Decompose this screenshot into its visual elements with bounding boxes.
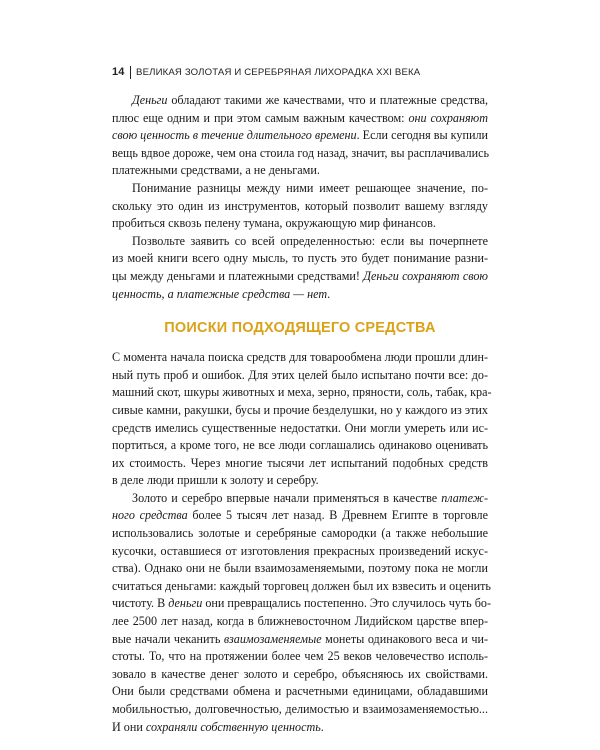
text-line: портиться, а кроме того, не все люди соглашались одинаково оценивать	[112, 438, 488, 453]
text-line: в деле люди пришли к золоту и серебру.	[112, 473, 319, 488]
text-span: И они	[112, 719, 146, 734]
text-span: Деньги	[132, 93, 168, 107]
text-line: сивые камни, ракушки, бусы и прочие безделушки, но у каждого из этих	[112, 402, 488, 417]
text-span: . Если сегодня вы купили	[356, 128, 488, 143]
text-span: обладают такими же качествами, что и платежные средства,	[167, 93, 488, 107]
text-line: Понимание разницы между ними имеет решающее значение, по-	[132, 180, 488, 195]
text-line: использовались золотые и серебряные самородки (а также небольшие	[112, 526, 488, 541]
paragraph-1	[112, 92, 488, 180]
paragraph-5	[112, 490, 492, 736]
running-header	[112, 64, 492, 80]
text-line: считаться деньгами: каждый торговец должен был их взвесить и оценить	[112, 578, 491, 593]
text-line: скольку это один из инструментов, который позволит вашему взгляду	[112, 198, 488, 213]
section-heading: ПОИСКИ ПОДХОДЯЩЕГО СРЕДСТВА	[164, 320, 436, 337]
text-span: плюс еще одним и при этом самым важным качеством:	[112, 110, 409, 125]
text-line: машний скот, шкуры животных и меха, зерно, пряности, соль, табак, кра-	[112, 385, 492, 400]
text-span: .	[320, 719, 324, 734]
text-span: платеж-	[441, 490, 488, 505]
text-line: зовало в качестве денег золото и серебро, объясняюсь их свойствами.	[112, 666, 488, 681]
text-line: ства). Однако они не были взаимозаменяемыми, поэтому пока не могли	[112, 561, 488, 576]
text-line: Позвольте заявить со всей определенностью: если вы почерпнете	[132, 233, 488, 248]
text-line: их стоимость. Через многие тысячи лет испытаний подобных средств	[112, 455, 488, 470]
text-span: ного средства	[112, 508, 188, 523]
text-line: С момента начала поиска средств для товарообмена люди прошли длин-	[112, 350, 488, 365]
text-span: ценность, а платежные средства — нет	[112, 286, 328, 301]
text-span: вые начали чеканить	[112, 631, 224, 646]
text-line: из моей книги всего одну мысль, то пусть это будет понимание разни-	[112, 251, 488, 266]
text-line: Они были средствами обмена и расчетными единицами, обладавшими	[112, 684, 488, 699]
text-line: кусочки, оставшиеся от изготовления прекрасных произведений искус-	[112, 543, 488, 558]
text-line: стоты. То, что на протяжении более чем 25 веков человечество исполь-	[112, 649, 488, 664]
paragraph-3	[112, 233, 488, 303]
page-body	[112, 92, 492, 736]
page-number: 14	[112, 66, 125, 78]
paragraph-4	[112, 349, 492, 490]
text-line: мобильностью, долговечностью, делимостью и взаимозаменяемостью...	[112, 702, 488, 716]
text-span: они сохраняют	[408, 110, 488, 125]
text-span: монеты одинакового веса и чи-	[321, 631, 488, 646]
header-divider	[130, 66, 132, 79]
text-line: вещь вдвое дороже, чем она стоила год назад, значит, вы расплачивались	[112, 145, 489, 160]
text-line: пробиться сквозь пелену тумана, окружающую мир финансов.	[112, 216, 436, 231]
text-span: взаимозаменяемые	[223, 631, 322, 646]
text-span: более 5 тысяч лет назад. В Древнем Египте в торговле	[187, 508, 488, 523]
text-span: свою ценность в течение длительного времени	[112, 128, 357, 143]
text-span: цы между деньгами и платежными средствами!	[112, 268, 364, 283]
text-span: они превращались постепенно. Это случилось чуть бо-	[202, 596, 492, 611]
text-line: ный путь проб и ошибок. Для этих целей было испытано почти все: до-	[112, 367, 488, 382]
text-line: лее 2500 лет назад, когда в ближневосточном Лидийском царстве впер-	[112, 614, 488, 629]
text-line: средств имелись существенные недостатки. Они могли умереть или ис-	[112, 420, 488, 435]
text-span: чистоту. В	[112, 596, 169, 611]
text-line: платежными средствами, а не деньгами.	[112, 163, 320, 178]
text-span: Золото и серебро впервые начали применяться в качестве	[132, 490, 442, 505]
book-title: ВЕЛИКАЯ ЗОЛОТАЯ И СЕРЕБРЯНАЯ ЛИХОРАДКА XXI ВЕКА	[136, 66, 421, 78]
text-span: деньги	[168, 596, 203, 611]
text-span: .	[327, 286, 331, 301]
paragraph-2	[112, 180, 488, 233]
text-span: сохраняли собственную ценность	[145, 719, 321, 734]
text-span: Деньги сохраняют свою	[363, 268, 488, 283]
